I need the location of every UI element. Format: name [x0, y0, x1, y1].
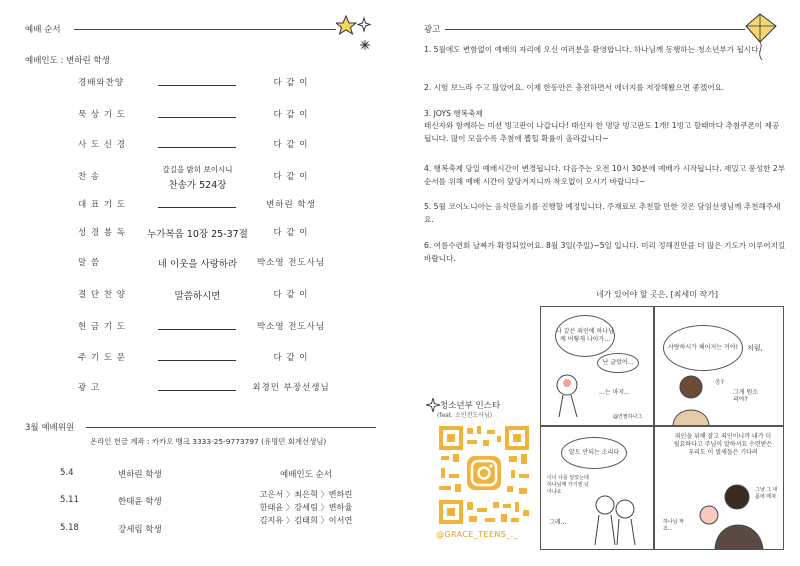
order-item-name: 사 도 신 경	[78, 140, 126, 150]
order-row	[0, 108, 400, 128]
order-item-who: 박소영 전도사님	[256, 322, 326, 332]
announcement-3-title: 3. JOYS 행복축제	[424, 109, 483, 118]
divider	[74, 29, 336, 30]
order-item-name: 헌 금 기 도	[78, 322, 126, 332]
order-row	[0, 256, 400, 276]
order-item-name: 경배와찬양	[78, 78, 125, 88]
order-item-who: 다 같 이	[273, 353, 309, 363]
qr-code-icon[interactable]	[437, 424, 531, 526]
comic-caption: ...는 마지...	[599, 389, 630, 396]
comic-caption: 그래...	[549, 519, 567, 526]
insta-subtitle: (feat. 소인전도사님)	[437, 412, 493, 419]
order-row	[0, 351, 400, 371]
duty-name: 변하린 학생	[118, 470, 162, 480]
worship-leader: 예배인도 : 변하린 학생	[25, 56, 110, 66]
blank-line	[158, 207, 236, 208]
order-item-who: 다 같 이	[273, 78, 309, 88]
order-item-who: 다 같 이	[273, 290, 309, 300]
announcement-4: 4. 행복축제 당일 예배시간이 변경됩니다. 다음주는 오전 10시 30분에 예배가 시작됩니다. 재밌고 풍성한 2부 순서를 위해 예배 시간이 앞당겨지니까 착오없이 오시기 바랍니다~	[424, 164, 786, 186]
order-row	[0, 76, 400, 96]
speech-bubble: 나 같은 죄인에 하나님께 어떻게 나아가...	[555, 315, 615, 357]
comic-caption: 그게 뭔소리야?	[733, 389, 759, 403]
scripture-reading: 누가복음 10장 25-37절	[147, 229, 248, 240]
duty-order-header: 예배인도 순서	[280, 470, 332, 480]
blank-line	[158, 117, 236, 118]
divider	[86, 427, 376, 428]
order-item-name: 대 표 기 도	[78, 200, 126, 210]
offering-account: 온라인 헌금 계좌 : 카카오 뱅크 3333-25-9773797 (유명민 회계선생님)	[90, 437, 327, 446]
duty-title: 3월 예배위원	[25, 423, 75, 433]
duty-name: 한태윤 학생	[118, 497, 162, 507]
order-item-who: 다 같 이	[273, 110, 309, 120]
blank-line	[158, 85, 236, 86]
duty-order-line: 한태윤 〉강세림 〉변하율	[259, 502, 353, 512]
character-illustration	[685, 481, 765, 549]
duty-order-line: 고은서 〉최은혁 〉변하린	[259, 489, 353, 499]
comic-title: 네가 있어야 할 곳은, [최세미 작가]	[596, 290, 718, 299]
order-item-name: 광 고	[78, 383, 101, 393]
blank-line	[158, 360, 236, 361]
announcement-6: 6. 여름수련회 날짜가 확정되었어요. 8월 3일(주일)~5일 입니다. 미리 정해진만큼 더 많은 기도가 이루어지길 바랍니다.	[424, 241, 786, 263]
hymn-title: 갈길을 밝히 보이시니	[162, 165, 233, 174]
insta-title: 청소년부 인스타	[440, 401, 501, 411]
order-row	[0, 320, 400, 340]
speech-bubble: 사랑하시가 헤어지는 거야!	[663, 325, 743, 371]
announcement-3-body: 태신자와 함께하는 미션 빙고판이 나갑니다! 태신자 한 명당 빙고판도 1개! 1빙고 할때마다 추첨쿠폰이 제공됩니다. 많이 모을수록 추첨에 뽑힐 확률이 올라갑니다~	[424, 121, 780, 143]
hymn-number: 찬송가 524장	[168, 180, 227, 191]
announce-title: 광고	[424, 25, 441, 35]
duty-name: 강세림 학생	[118, 525, 162, 535]
duty-date: 5.11	[60, 495, 79, 505]
announcement-1: 1. 5월에도 변함없이 예배의 자리에 오신 여러분을 환영합니다. 하나님께 동행하는 청소년부가 됩시다.	[424, 45, 761, 54]
blank-line	[158, 390, 236, 391]
order-item-name: 말 씀	[78, 258, 101, 268]
comic-panel-2	[654, 306, 784, 426]
comic-caption: 죄인을 위해 잘고 죄인이니까 내가 더 필요하다고 주님이 말하셔요 수련받은 우리도 이 벌새들은 기다려	[673, 433, 773, 456]
star-decoration-icon	[336, 14, 378, 54]
worship-title: 예배 순서	[25, 25, 61, 35]
speech-bubble: 난 글렀어...	[597, 353, 639, 373]
comic-panel-4	[654, 426, 784, 550]
order-row	[0, 138, 400, 158]
order-item-who: 다 같 이	[273, 172, 309, 182]
order-row	[0, 288, 400, 308]
response-song: 말씀하시면	[174, 291, 221, 302]
order-row	[0, 198, 400, 218]
comic-caption: 그냥 그 내 몸에 떼쳐	[755, 487, 778, 500]
comic-caption: 하나님 짜죠...	[663, 519, 684, 532]
order-item-name: 결 단 찬 양	[78, 290, 126, 300]
duty-order-line: 김지유 〉김태희 〉이서연	[259, 515, 353, 525]
order-row	[0, 226, 400, 246]
comic-credit: @연필하나그	[613, 414, 643, 420]
insta-handle[interactable]: @GRACE_TEENS_._	[436, 530, 519, 539]
order-item-who: 변하린 학생	[266, 200, 316, 210]
order-item-who: 다 같 이	[273, 140, 309, 150]
comic-panel-3	[540, 426, 654, 550]
comic-caption: 처럼,	[747, 344, 763, 352]
order-item-who: 다 같 이	[273, 228, 309, 238]
character-illustration	[585, 487, 645, 547]
order-item-who: 박소영 전도사님	[256, 258, 326, 268]
order-row	[0, 381, 400, 401]
order-item-name: 묵 상 기 도	[78, 110, 126, 120]
divider	[445, 29, 745, 30]
duty-date: 5.4	[60, 468, 74, 478]
duty-date: 5.18	[60, 523, 79, 533]
character-illustration	[661, 371, 721, 425]
comic-caption: 응?	[715, 379, 724, 386]
comic-panel-1	[540, 306, 654, 426]
character-illustration	[549, 371, 589, 421]
order-item-name: 성 경 봉 독	[78, 228, 126, 238]
speech-bubble: 말도 안되는 소리다	[561, 437, 627, 469]
duty-order-list	[250, 488, 362, 527]
announcement-2: 2. 시험 보느라 수고 많았어요. 이제 한동안은 충전하면서 에너지를 저장해봤으면 좋겠어요.	[424, 83, 725, 92]
sermon-title: 네 이웃을 사랑하라	[157, 259, 238, 270]
order-item-who: 최경민 부장선생님	[252, 383, 330, 393]
order-item-name: 찬 송	[78, 172, 101, 182]
blank-line	[158, 329, 236, 330]
order-item-name: 주 기 도 문	[78, 353, 126, 363]
comic-caption: 이너 나를 알았는데 하나님께 가기엔 넘 아냐요	[547, 475, 589, 495]
order-row	[0, 164, 400, 194]
announcement-5: 5. 5월 코이노니아는 음식만들기를 진행할 예정입니다. 주재료로 추천할 만한 것은 담임선생님께 추천해주세요.	[424, 202, 781, 224]
blank-line	[158, 147, 236, 148]
